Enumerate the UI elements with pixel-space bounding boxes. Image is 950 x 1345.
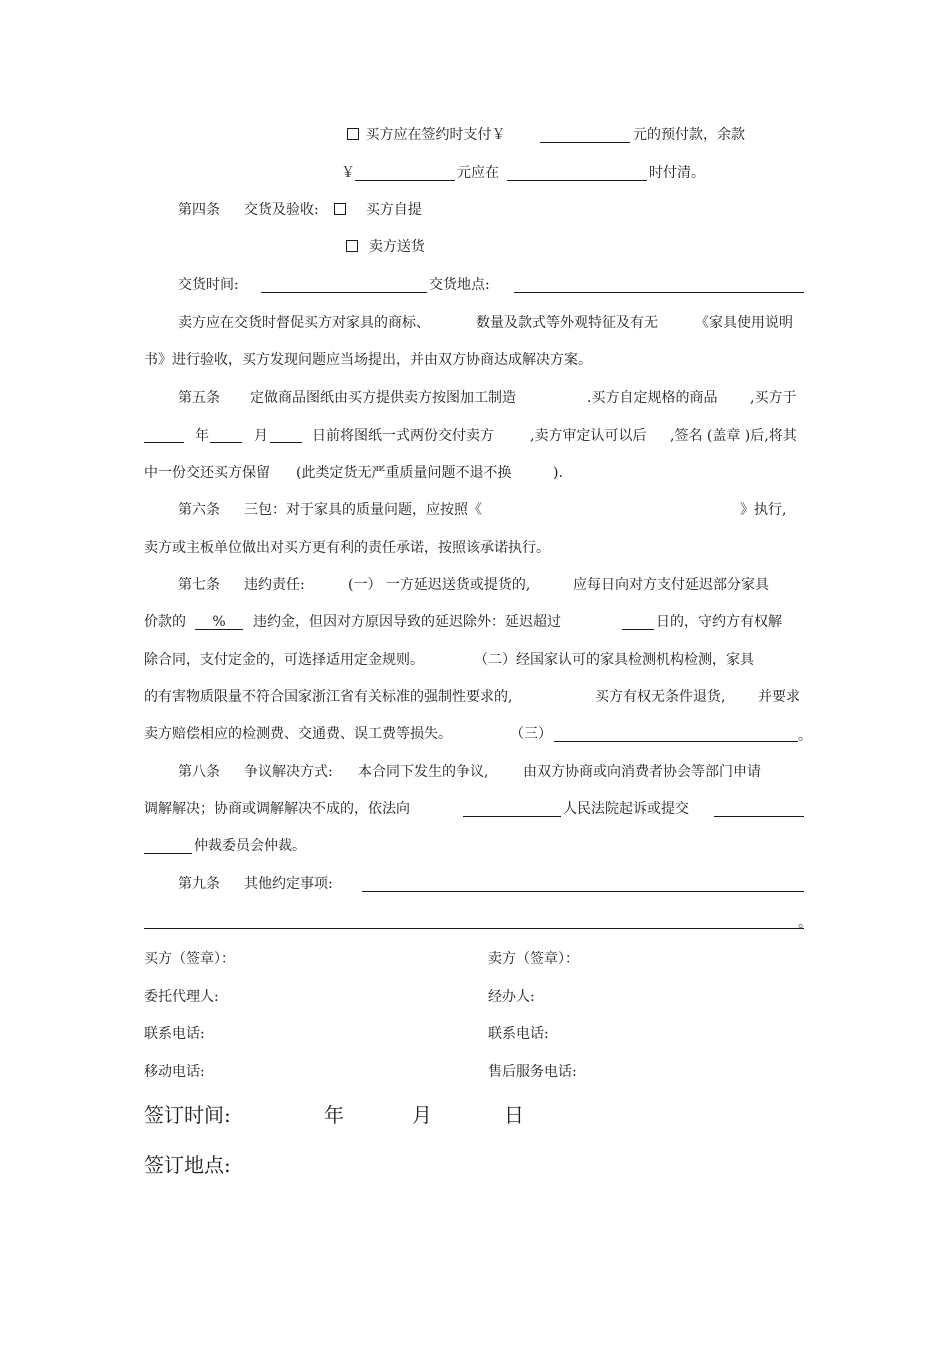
mobile-label: 移动电话:	[144, 1064, 205, 1080]
sign-month: 月	[412, 1103, 432, 1127]
seller-sign: 卖方（签章）：	[488, 951, 579, 967]
art5-i: ).	[553, 465, 563, 481]
art8-f: 仲裁委员会仲裁。	[194, 838, 306, 854]
art5-h: (此类定货无严重质量问题不退不换	[296, 465, 512, 481]
day-blank[interactable]	[270, 442, 302, 443]
art9-label: 第九条	[178, 876, 220, 892]
art4-opt1: 买方自提	[334, 201, 422, 219]
buyer-sign: 买方（签章）：	[144, 951, 235, 967]
art8-label: 第八条	[178, 764, 220, 780]
art7-period: 。	[798, 728, 812, 744]
other-terms-blank-1[interactable]	[362, 891, 804, 892]
buyer-phone-label: 联系电话:	[144, 1026, 205, 1042]
balance-blank[interactable]	[355, 180, 455, 181]
art6-a: 三包：对于家具的质量问题，应按照《	[244, 502, 482, 518]
delivery-time-blank[interactable]	[261, 292, 427, 293]
art7-i: 的有害物质限量不符合国家浙江省有关标准的强制性要求的,	[144, 689, 513, 705]
court-blank[interactable]	[463, 816, 561, 817]
payment-line2-end: 时付清。	[649, 165, 705, 181]
art4-p1-b: 数量及款式等外观特征及有无	[476, 315, 658, 331]
art7-j: 买方有权无条件退货,	[595, 689, 726, 705]
art7-k: 并要求	[758, 689, 800, 705]
art8-c: 由双方协商或向消费者协会等部门申请	[523, 764, 761, 780]
art7-g: 除合同，支付定金的，可选择适用定金规则。	[144, 652, 424, 668]
payment-line2-mid: 元应在	[457, 165, 499, 181]
art5-label: 第五条	[178, 390, 220, 406]
delivery-place-label: 交货地点:	[429, 277, 490, 293]
sign-day: 日	[504, 1103, 524, 1127]
art5-a: 定做商品图纸由买方提供卖方按图加工制造	[250, 390, 516, 406]
art5-f: ,签名 (盖章 )后,将其	[670, 428, 797, 444]
art4-title: 交货及验收:	[244, 202, 319, 218]
art7-e: 违约金，但因对方原因导致的延迟除外：延迟超过	[253, 614, 561, 630]
other-terms-blank-2[interactable]	[144, 928, 804, 929]
percent-value: %	[212, 614, 226, 630]
art5-year: 年	[195, 428, 209, 444]
payment-line1: 买方应在签约时支付￥	[347, 126, 505, 144]
art7-h: （二）经国家认可的家具检测机构检测，家具	[474, 652, 754, 668]
art7-f: 日的，守约方有权解	[656, 614, 782, 630]
art6-c: 卖方或主板单位做出对买方更有利的责任承诺，按照该承诺执行。	[144, 540, 550, 556]
percent-blank[interactable]	[195, 629, 243, 630]
art4-p2: 书》进行验收，买方发现问题应当场提出，并由双方协商达成解决方案。	[144, 352, 592, 368]
delay-days-blank[interactable]	[622, 629, 654, 630]
art6-label: 第六条	[178, 502, 220, 518]
art9-period: 。	[798, 915, 812, 931]
art8-d: 调解解决；协商或调解解决不成的，依法向	[144, 801, 410, 817]
art5-month: 月	[254, 428, 268, 444]
art5-g: 中一份交还买方保留	[144, 465, 270, 481]
delivery-time-label: 交货时间:	[178, 277, 239, 293]
art4-label: 第四条	[178, 202, 220, 218]
year-blank[interactable]	[144, 442, 184, 443]
payment-yen: ￥	[341, 165, 355, 181]
art7-m: （三）	[510, 726, 552, 742]
payment-line1-suffix: 元的预付款，余款	[633, 127, 745, 143]
delivery-place-blank[interactable]	[514, 292, 804, 293]
art4-opt2: 卖方送货	[346, 238, 425, 256]
payoff-time-blank[interactable]	[507, 180, 647, 181]
handler-label: 经办人:	[488, 989, 535, 1005]
checkbox-icon[interactable]	[334, 203, 346, 215]
arbitration-blank-a[interactable]	[714, 816, 804, 817]
art9-a: 其他约定事项:	[244, 876, 333, 892]
art7-label: 第七条	[178, 577, 220, 593]
seller-phone-label: 联系电话:	[488, 1026, 549, 1042]
sign-place-label: 签订地点:	[144, 1153, 231, 1177]
art7-a: 违约责任:	[244, 577, 305, 593]
art5-c: ,买方于	[750, 390, 797, 406]
art8-e: 人民法院起诉或提交	[563, 801, 689, 817]
art7-c: 应每日向对方支付延迟部分家具	[573, 577, 769, 593]
sign-date-label: 签订时间:	[144, 1103, 231, 1127]
art7-item3-blank[interactable]	[554, 741, 798, 742]
art7-d: 价款的	[144, 614, 186, 630]
checkbox-icon[interactable]	[347, 128, 359, 140]
art8-a: 争议解决方式:	[244, 764, 333, 780]
art7-l: 卖方赔偿相应的检测费、交通费、误工费等损失。	[144, 726, 452, 742]
service-phone-label: 售后服务电话:	[488, 1064, 577, 1080]
art4-p1-a: 卖方应在交货时督促买方对家具的商标、	[178, 315, 430, 331]
prepayment-blank[interactable]	[540, 142, 630, 143]
art5-b: .买方自定规格的商品	[587, 390, 718, 406]
art6-b: 》执行,	[740, 502, 787, 518]
agent-label: 委托代理人:	[144, 989, 219, 1005]
art5-e: ,卖方审定认可以后	[530, 428, 647, 444]
art5-d: 日前将图纸一式两份交付卖方	[312, 428, 494, 444]
art4-p1-c: 《家具使用说明	[695, 315, 793, 331]
checkbox-icon[interactable]	[346, 240, 358, 252]
arbitration-blank-b[interactable]	[144, 853, 192, 854]
sign-year: 年	[324, 1103, 344, 1127]
art7-b: (一） 一方延迟送货或提货的,	[348, 577, 531, 593]
art8-b: 本合同下发生的争议,	[358, 764, 489, 780]
month-blank[interactable]	[210, 442, 242, 443]
